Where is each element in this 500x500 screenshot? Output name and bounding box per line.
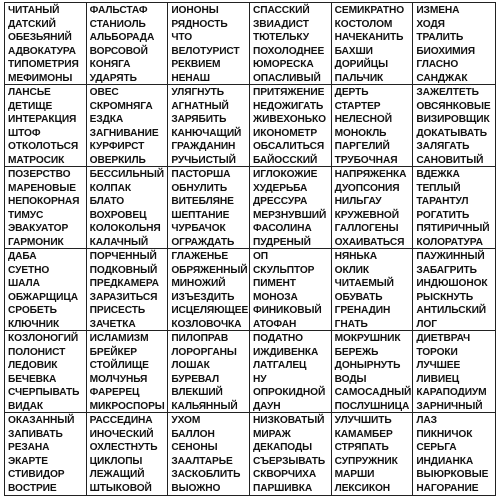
word-text: ОВЕРКИЛЬ xyxy=(89,154,146,166)
word-text: ТЮТЕЛЬКУ xyxy=(252,32,309,43)
word-text: ОХАИВАТЬСЯ xyxy=(334,236,405,248)
word-text: ЦИКЛОПЫ xyxy=(89,455,143,467)
word-text: БЕРЕЖЬ xyxy=(334,346,379,358)
word-text: АГНАТНЫЙ xyxy=(171,100,229,112)
word-text: МИКРОСПОРЫ xyxy=(89,400,165,412)
word-text: ЛАТГАЛЕЦ xyxy=(252,360,307,371)
word-text: ШТЫКОВОЙ xyxy=(89,482,152,494)
word-text: ПАРГЕЛИЙ xyxy=(334,141,390,152)
word-text: ПОСЛУШНИЦА xyxy=(334,400,410,412)
word-text: КАМАМБЕР xyxy=(334,428,393,440)
word-text: КОСТОЛОМ xyxy=(334,18,393,30)
grid-cell xyxy=(250,85,332,167)
word-text: ПРИСЕСТЬ xyxy=(89,305,146,316)
word-text: КАРАПОДИУМ xyxy=(416,387,487,398)
word-text: ГНАТЬ xyxy=(334,318,368,330)
word-text: ЗАПИВАТЬ xyxy=(8,428,63,440)
word-text: ДИЕТВРАЧ xyxy=(416,333,471,344)
word-text: ПАЛЬЧИК xyxy=(334,72,384,84)
word-text: ИНДЮШОНОК xyxy=(416,278,488,289)
word-text: НЯНЬКА xyxy=(334,251,377,262)
word-text: НЕДОЖИГАТЬ xyxy=(252,100,324,112)
word-text: СЕМИКРАТНО xyxy=(334,5,405,16)
word-text: ЛАНСЬЕ xyxy=(8,87,51,98)
word-text: НАЧЕКАНИТЬ xyxy=(334,32,404,43)
word-text: ПИКНИЧОК xyxy=(416,428,473,440)
word-text: НЕНАШ xyxy=(171,72,210,84)
word-text: ЗАСКОБЛИТЬ xyxy=(171,469,241,480)
word-text: ЛЕЖАЩИЙ xyxy=(89,469,145,480)
word-text: КАНЮЧАЩИЙ xyxy=(171,127,242,139)
word-text: УЛУЧШИТЬ xyxy=(334,415,392,426)
word-text: ТАРАНТУЛ xyxy=(416,196,469,207)
word-text: ГЛАЖЕНЬЕ xyxy=(171,251,229,262)
grid-cell xyxy=(87,413,169,495)
word-text: МИРАЖ xyxy=(252,428,291,440)
word-text: ЗВИАДИСТ xyxy=(252,18,309,30)
word-text: ВОРСОВОЙ xyxy=(89,45,148,57)
word-text: ЗАЧЕТКА xyxy=(89,318,136,330)
word-text: МАРЕНОВЫЕ xyxy=(8,182,76,194)
grid-cell xyxy=(87,3,169,85)
word-text: ФИНИКОВЫЙ xyxy=(252,305,322,316)
word-text: ДАТСКИЙ xyxy=(8,18,56,30)
grid-cell xyxy=(168,85,250,167)
word-text: ЗААЛТАРЬЕ xyxy=(171,455,233,467)
word-text: БАЙОССКИЙ xyxy=(252,154,318,166)
word-text: ИГЛОКОЖИЕ xyxy=(252,169,318,180)
word-text: РЫСКНУТЬ xyxy=(416,291,474,303)
word-text: ГАЛЛОГЕНЫ xyxy=(334,223,399,234)
word-text: МОНОКЛЬ xyxy=(334,127,387,139)
word-text: САМОСАДНЫЙ xyxy=(334,387,412,398)
word-text: ОБНУЛИТЬ xyxy=(171,182,228,194)
word-text: ЛОШАК xyxy=(171,360,210,371)
word-text: МИНОЖИЙ xyxy=(171,278,226,289)
word-text: ДОРИЙЦЫ xyxy=(334,59,388,70)
word-text: МЕРЗНУВШИЙ xyxy=(252,209,327,221)
word-text: РАССЕДИНА xyxy=(89,415,153,426)
word-text: РОГАТИТЬ xyxy=(416,209,470,221)
word-text: РЯДНОСТЬ xyxy=(171,18,228,30)
word-text: НИЛЬГАУ xyxy=(334,196,382,207)
word-text: МАРШИ xyxy=(334,469,375,480)
word-text: ИЗМЕНА xyxy=(416,5,460,16)
word-text: ОГРАЖДАТЬ xyxy=(171,236,235,248)
word-text: ЛУЧШЕЕ xyxy=(416,360,461,371)
word-text: СЧЕРПЫВАТЬ xyxy=(8,387,80,398)
grid-cell xyxy=(413,413,495,495)
word-text: ИСЛАМИЗМ xyxy=(89,333,149,344)
word-text: ОБРЯЖЕННЫЙ xyxy=(171,264,248,276)
word-text: БЕССИЛЬНЫЙ xyxy=(89,169,164,180)
word-text: САНОВИТЫЙ xyxy=(416,154,484,166)
word-grid xyxy=(4,2,496,496)
grid-cell xyxy=(250,3,332,85)
word-text: ПАРШИВКА xyxy=(252,482,313,494)
word-text: ПУДРЕНЫЙ xyxy=(252,236,311,248)
word-text: ИЖДИВЕНКА xyxy=(252,346,319,358)
word-text: СТАРТЕР xyxy=(334,100,381,112)
word-text: САНДЖАК xyxy=(416,72,468,84)
word-text: ВДЕЖКА xyxy=(416,169,460,180)
grid-cell xyxy=(332,249,414,331)
word-text: СТАНИОЛЬ xyxy=(89,18,146,30)
word-text: ОБЕЗЬЯНИЙ xyxy=(8,32,72,43)
word-text: МЕФИМОНЫ xyxy=(8,72,73,84)
word-text: СЪЕРЗЫВАТЬ xyxy=(252,455,326,467)
word-text: ХУДЕРЬБА xyxy=(252,182,308,194)
word-text: ФАРЕРЕЦ xyxy=(89,387,140,398)
word-text: ШАЛА xyxy=(8,278,40,289)
word-text: ДЕТИЩЕ xyxy=(8,100,53,112)
word-text: ТРУБОЧНАЯ xyxy=(334,154,398,166)
word-text: ПОДКОВНЫЙ xyxy=(89,264,158,276)
word-text: МОНОЗА xyxy=(252,291,298,303)
word-text: ЧИТАЕМЫЙ xyxy=(334,278,394,289)
word-text: ЭКАРТЕ xyxy=(8,455,48,467)
grid-cell xyxy=(5,413,87,495)
word-text: ОХЛЕСТНУТЬ xyxy=(89,442,158,453)
word-text: БЕЧЕВКА xyxy=(8,373,57,385)
grid-cell xyxy=(5,167,87,249)
word-text: КОЛОРАТУРА xyxy=(416,236,483,248)
word-text: СУЕТНО xyxy=(8,264,50,276)
word-text: БЛАТО xyxy=(89,196,125,207)
grid-cell xyxy=(87,249,169,331)
grid-cell xyxy=(5,85,87,167)
word-text: РУЧЬИСТЫЙ xyxy=(171,154,236,166)
word-text: РЕКВИЕМ xyxy=(171,59,221,70)
grid-cell xyxy=(413,331,495,413)
word-text: ПОХОЛОДНЕЕ xyxy=(252,45,325,57)
word-text: ТИПОМЕТРИЯ xyxy=(8,59,79,70)
word-text: СКУЛЬПТОР xyxy=(252,264,315,276)
word-text: СТОЙЛИЩЕ xyxy=(89,360,149,371)
grid-cell xyxy=(168,249,250,331)
word-text: СРОБЕТЬ xyxy=(8,305,57,316)
grid-cell xyxy=(332,413,414,495)
word-text: ТИМУС xyxy=(8,209,44,221)
word-text: ПИМЕНТ xyxy=(252,278,296,289)
word-text: НАПРЯЖЕНКА xyxy=(334,169,407,180)
word-text: БАЛЛОН xyxy=(171,428,215,440)
grid-cell xyxy=(87,331,169,413)
grid-cell xyxy=(168,167,250,249)
word-text: ПОРЧЕННЫЙ xyxy=(89,251,157,262)
word-text: ОВСЯНКОВЫЕ xyxy=(416,100,491,112)
grid-cell xyxy=(413,3,495,85)
grid-cell xyxy=(413,167,495,249)
word-text: АНТИЛЬСКИЙ xyxy=(416,305,487,316)
word-text: ЗАРНИЧНЫЙ xyxy=(416,400,483,412)
word-text: ОВЕС xyxy=(89,87,119,98)
word-text: ПОЛОНИСТ xyxy=(8,346,66,358)
word-text: ЛОРОРГАНЫ xyxy=(171,346,237,358)
grid-cell xyxy=(168,413,250,495)
word-text: ЛОГ xyxy=(416,318,437,330)
grid-cell xyxy=(5,331,87,413)
grid-cell xyxy=(413,85,495,167)
word-text: ЗАГНИВАНИЕ xyxy=(89,127,159,139)
grid-cell xyxy=(332,3,414,85)
word-text: СПАССКИЙ xyxy=(252,5,310,16)
word-text: ДАУН xyxy=(252,400,281,412)
word-text: НЕЛЕСНОЙ xyxy=(334,114,392,125)
word-text: ЭВАКУАТОР xyxy=(8,223,69,234)
word-text: МОЛЧУНЬЯ xyxy=(89,373,148,385)
grid-cell xyxy=(168,3,250,85)
word-text: ЧУРБАЧОК xyxy=(171,223,226,234)
grid-cell xyxy=(168,331,250,413)
word-text: ДРЕССУРА xyxy=(252,196,308,207)
word-text: ЗАБАГРИТЬ xyxy=(416,264,477,276)
word-text: ОПРОКИДНОЙ xyxy=(252,387,326,398)
word-text: ЕЗДКА xyxy=(89,114,124,125)
word-text: КОЛПАК xyxy=(89,182,131,194)
word-text: ВОХРОВЕЦ xyxy=(89,209,147,221)
word-text: ОКАЗАННЫЙ xyxy=(8,415,75,426)
word-text: ЮМОРЕСКА xyxy=(252,59,314,70)
word-text: ПРЕДКАМЕРА xyxy=(89,278,159,289)
grid-cell xyxy=(250,413,332,495)
word-text: ШТОФ xyxy=(8,127,41,139)
word-text: ЗАЛЯГАТЬ xyxy=(416,141,470,152)
word-text: ПРИТЯЖЕНИЕ xyxy=(252,87,325,98)
word-text: ИСЦЕЛЯЮЩЕЕ xyxy=(171,305,249,316)
word-text: ТЕПЛЫЙ xyxy=(416,182,461,194)
word-text: ВИДАК xyxy=(8,400,44,412)
grid-cell xyxy=(332,85,414,167)
word-text: АДВОКАТУРА xyxy=(8,45,76,57)
word-text: ЗАЖЕЛТЕТЬ xyxy=(416,87,479,98)
grid-cell xyxy=(250,167,332,249)
word-text: КУРФИРСТ xyxy=(89,141,145,152)
grid-cell xyxy=(332,167,414,249)
word-text: ОТКОЛОТЬСЯ xyxy=(8,141,79,152)
word-text: ДЕКАПОДЫ xyxy=(252,442,313,453)
grid-cell xyxy=(5,249,87,331)
word-text: СКРОМНЯГА xyxy=(89,100,153,112)
word-text: ФАЛЬСТАФ xyxy=(89,5,148,16)
word-text: КОЗЛОВОЧКА xyxy=(171,318,242,330)
word-text: КАЛЬЯННЫЙ xyxy=(171,400,238,412)
grid-cell xyxy=(250,249,332,331)
word-text: ИНОЧЕСКИЙ xyxy=(89,428,154,440)
word-text: ПОДАТНО xyxy=(252,333,304,344)
word-text: ГРАЖДАНИН xyxy=(171,141,236,152)
grid-cell xyxy=(413,249,495,331)
word-text: УЛЯГНУТЬ xyxy=(171,87,224,98)
word-text: БИОХИМИЯ xyxy=(416,45,475,57)
word-text: ЧТО xyxy=(171,32,193,43)
word-text: ПИЛОПРАВ xyxy=(171,333,229,344)
word-text: СУПРУЖНИК xyxy=(334,455,398,467)
word-text: ГАРМОНИК xyxy=(8,236,64,248)
word-text: ИОНОНЫ xyxy=(171,5,219,16)
word-text: ДОНЫРНУТЬ xyxy=(334,360,401,371)
word-text: ОБУВАТЬ xyxy=(334,291,383,303)
word-text: ПЯТИРИЧНЫЙ xyxy=(416,223,490,234)
word-text: СЕНОНЫ xyxy=(171,442,218,453)
word-text: ЛИВИЕЦ xyxy=(416,373,460,385)
word-text: СТИВИДОР xyxy=(8,469,65,480)
word-text: ОКЛИК xyxy=(334,264,369,276)
word-text: ТРАЛИТЬ xyxy=(416,32,464,43)
word-text: КОЗЛОНОГИЙ xyxy=(8,333,79,344)
word-text: ИНТЕРАКЦИЯ xyxy=(8,114,77,125)
word-text: ЧИТАНЫЙ xyxy=(8,5,60,16)
word-text: ИКОНОМЕТР xyxy=(252,127,318,139)
word-text: ТОРОКИ xyxy=(416,346,458,358)
word-text: ФАСОЛИНА xyxy=(252,223,312,234)
word-text: ВИЗИРОВЩИК xyxy=(416,114,490,125)
word-text: ВЫЮРКОВЫЕ xyxy=(416,469,489,480)
word-text: ШЕПТАНИЕ xyxy=(171,209,230,221)
grid-cell xyxy=(5,3,87,85)
word-text: ДЕРТЬ xyxy=(334,87,369,98)
word-text: ОБЖАРЩИЦА xyxy=(8,291,78,303)
word-text: ЛАЗ xyxy=(416,415,437,426)
word-text: РЕЗАНА xyxy=(8,442,50,453)
word-text: БАХШИ xyxy=(334,45,373,57)
word-text: ДАБА xyxy=(8,251,37,262)
grid-cell xyxy=(250,331,332,413)
word-text: ЖИВЕХОНЬКО xyxy=(252,114,326,125)
word-text: УХОМ xyxy=(171,415,201,426)
word-text: ИЗЪЕЗДИТЬ xyxy=(171,291,235,303)
word-text: СЕРЬГА xyxy=(416,442,457,453)
word-text: МАТРОСИК xyxy=(8,154,65,166)
word-text: ДУОПСОНИЯ xyxy=(334,182,400,194)
word-text: ГРЕНАДИН xyxy=(334,305,391,316)
word-text: ЗАРАЗИТЬСЯ xyxy=(89,291,158,303)
word-text: ГЛАСНО xyxy=(416,59,459,70)
word-text: АТОФАН xyxy=(252,318,297,330)
word-text: КРУЖЕВНОЙ xyxy=(334,209,399,221)
word-text: БУРЕВАЛ xyxy=(171,373,220,385)
word-text: ОБСАЛИТЬСЯ xyxy=(252,141,325,152)
word-text: ЛЕДОВИК xyxy=(8,360,58,371)
word-text: КЛЮЧНИК xyxy=(8,318,60,330)
word-text: КОЛОКОЛЬНЯ xyxy=(89,223,161,234)
word-text: ОПАСЛИВЫЙ xyxy=(252,72,321,84)
word-text: КАЛАЧНЫЙ xyxy=(89,236,149,248)
word-text: ПОЗЕРСТВО xyxy=(8,169,71,180)
word-text: ХОДЯ xyxy=(416,18,445,30)
word-text: НАГОРАНИЕ xyxy=(416,482,479,494)
word-text: НИЗКОВАТЫЙ xyxy=(252,415,325,426)
word-text: ВЛЕКШИЙ xyxy=(171,387,223,398)
word-text: СКВОРЧИХА xyxy=(252,469,317,480)
word-text: ИНДИАНКА xyxy=(416,455,474,467)
word-text: КОНЯГА xyxy=(89,59,131,70)
word-text: ВОДЫ xyxy=(334,373,367,385)
word-text: ДОКАТЫВАТЬ xyxy=(416,127,488,139)
grid-cell xyxy=(87,85,169,167)
grid-cell xyxy=(332,331,414,413)
word-text: ЛЕКСИКОН xyxy=(334,482,391,494)
word-text: ВИТЕБЛЯНЕ xyxy=(171,196,234,207)
word-text: ОП xyxy=(252,251,269,262)
word-text: БРЕЙКЕР xyxy=(89,346,137,358)
word-text: МОКРУШНИК xyxy=(334,333,401,344)
word-text: ВЫОЖНО xyxy=(171,482,221,494)
word-text: ВОСТРИЕ xyxy=(8,482,57,494)
word-text: ВЕЛОТУРИСТ xyxy=(171,45,240,57)
word-text: ПАСТОРША xyxy=(171,169,231,180)
word-text: УДАРЯТЬ xyxy=(89,72,137,84)
word-text: НУ xyxy=(252,373,267,385)
word-text: ЗАРЯБИТЬ xyxy=(171,114,227,125)
word-text: ПАУЖИННЫЙ xyxy=(416,251,485,262)
word-text: НЕПОКОРНАЯ xyxy=(8,196,80,207)
grid-cell xyxy=(87,167,169,249)
word-text: СТРЯПАТЬ xyxy=(334,442,389,453)
word-text: АЛЬБОРАДА xyxy=(89,32,155,43)
